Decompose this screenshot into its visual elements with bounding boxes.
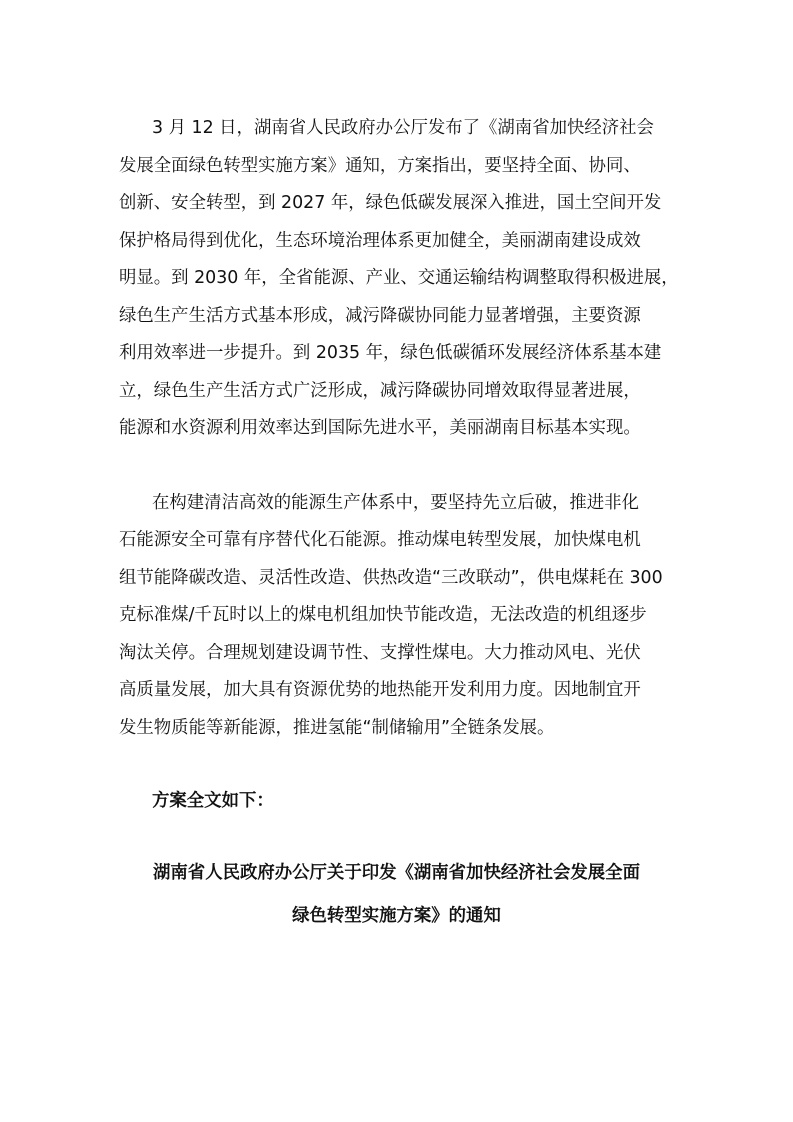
paragraph-line: 创新、安全转型，到 2027 年，绿色低碳发展深入推进，国土空间开发 (119, 193, 662, 213)
paragraph-line: 在构建清洁高效的能源生产体系中，要坚持先立后破，推进非化 (152, 493, 639, 513)
paragraph-line: 淘汰关停。合理规划建设调节性、支撑性煤电。大力推动风电、光伏 (119, 643, 641, 663)
paragraph-line: 保护格局得到优化，生态环境治理体系更加健全，美丽湖南建设成效 (119, 231, 641, 251)
notice-title-line: 湖南省人民政府办公厅关于印发《湖南省加快经济社会发展全面 (153, 863, 640, 883)
paragraph-line: 石能源安全可靠有序替代化石能源。推动煤电转型发展，加快煤电机 (119, 530, 641, 550)
paragraph-line: 立，绿色生产生活方式广泛形成，减污降碳协同增效取得显著进展， (119, 381, 641, 401)
paragraph-line: 高质量发展，加大具有资源优势的地热能开发利用力度。因地制宜开 (119, 680, 641, 700)
paragraph-line: 发展全面绿色转型实施方案》通知，方案指出，要坚持全面、协同、 (119, 156, 641, 176)
paragraph-line: 克标准煤/千瓦时以上的煤电机组加快节能改造，无法改造的机组逐步 (119, 605, 647, 625)
notice-title-line: 绿色转型实施方案》的通知 (292, 906, 501, 926)
intro-label: 方案全文如下： (152, 791, 274, 811)
paragraph-line: 组节能降碳改造、灵活性改造、供热改造“三改联动”，供电煤耗在 300 (119, 568, 663, 588)
paragraph-line: 绿色生产生活方式基本形成，减污降碳协同能力显著增强，主要资源 (119, 306, 641, 326)
paragraph-line: 能源和水资源利用效率达到国际先进水平，美丽湖南目标基本实现。 (119, 418, 641, 438)
paragraph-line: 3 月 12 日，湖南省人民政府办公厅发布了《湖南省加快经济社会 (152, 118, 654, 138)
paragraph-line: 明显。到 2030 年，全省能源、产业、交通运输结构调整取得积极进展， (119, 268, 679, 288)
paragraph-line: 利用效率进一步提升。到 2035 年，绿色低碳循环发展经济体系基本建 (119, 343, 662, 363)
paragraph-line: 发生物质能等新能源，推进氢能“制储输用”全链条发展。 (119, 718, 555, 738)
